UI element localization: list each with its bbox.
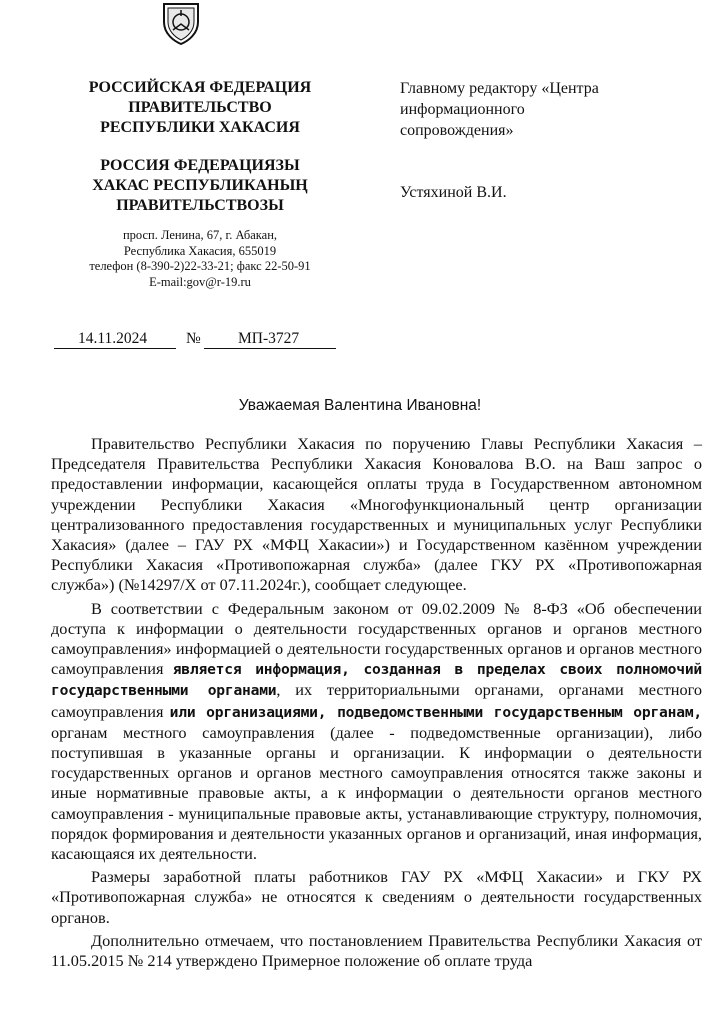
org-name-ru <box>40 78 360 138</box>
org-name-ru-line: РОССИЙСКАЯ ФЕДЕРАЦИЯ <box>88 79 312 96</box>
addressee-line: информационного <box>400 101 525 118</box>
org-name-ru-line: РЕСПУБЛИКИ ХАКАСИЯ <box>100 119 300 136</box>
letter-body <box>51 434 702 974</box>
contact-phone: телефон (8-390-2)22-33-21; факс 22-50-91 <box>89 259 311 273</box>
paragraph-text: органам местного самоуправления (далее - подведомственные организации), либо поступившая в указанные органы и организации. К информации о деятельности государственных органов и органов местного самоуправления относятся также законы и иные нормативные правовые акты, а к информации о деятельности органов местного самоуправления - муниципальные правовые акты, устанавливающие структуру, полномочия, порядок формирования и деятельности указанных органов и организаций, иная информация, касающаяся их деятельности. <box>51 722 702 864</box>
coat-of-arms-icon <box>158 0 204 46</box>
contact-address: просп. Ленина, 67, г. Абакан, <box>122 228 278 242</box>
emphasis-text: является информация, созданная в пределах своих полномочий государственными органами <box>51 661 702 700</box>
paragraph-text: В соответствии с Федеральным законом от 09.02.2009 № 8-ФЗ «Об обеспечении доступа к информации о деятельности государственных органов и органов местного самоуправления» информацией о деятельности государственных органов и органов местного самоуправления <box>51 598 702 679</box>
org-name-kh <box>40 156 360 216</box>
addressee-name: Устяхиной В.И. <box>400 184 507 201</box>
contact-email: E-mail:gov@r-19.ru <box>149 274 251 289</box>
paragraph <box>51 599 702 865</box>
greeting: Уважаемая Валентина Ивановна! <box>238 397 482 414</box>
org-name-kh-line: ХАКАС РЕСПУБЛИКАНЫҢ <box>92 177 308 194</box>
paragraph: Размеры заработной платы работников ГАУ РХ «МФЦ Хакасии» и ГКУ РХ «Противопожарная служба» не относятся к сведениям о деятельности государственных органов. <box>51 867 702 927</box>
paragraph: Правительство Республики Хакасия по поручению Главы Республики Хакасия – Председателя Правительства Республики Хакасия Коновалова В.О. на Ваш запрос о предоставлении информации, касающейся оплаты труда в Государственном автономном учреждении Республики Хакасия «Многофункциональный центр организации централизованного предоставления государственных и муниципальных услуг Республики Хакасия» (далее – ГАУ РХ «МФЦ Хакасии») и Государственном казённом учреждении Республики Хакасия «Противопожарная служба» (далее ГКУ РХ «Противопожарная служба») (№14297/Х от 07.11.2024г.), сообщает следующее. <box>51 434 702 595</box>
registration-number: МП-3727 <box>238 330 300 347</box>
addressee-line: Главному редактору «Центра <box>400 80 599 97</box>
org-name-ru-line: ПРАВИТЕЛЬСТВО <box>128 99 272 116</box>
org-contacts <box>40 228 360 290</box>
registration-date: 14.11.2024 <box>78 330 148 347</box>
number-sign: № <box>186 330 201 347</box>
paragraph-text: , их территориальными органами, органами местного самоуправления <box>51 680 702 721</box>
addressee-line: сопровождения» <box>400 122 514 139</box>
addressee-block <box>400 78 700 141</box>
org-name-kh-line: ПРАВИТЕЛЬСТВОЗЫ <box>116 197 284 214</box>
org-name-kh-line: РОССИЯ ФЕДЕРАЦИЯЗЫ <box>100 157 300 174</box>
registration-line <box>54 329 336 351</box>
contact-region: Республика Хакасия, 655019 <box>123 243 277 258</box>
paragraph: Дополнительно отмечаем, что постановлением Правительства Республики Хакасия от 11.05.2015 № 214 утверждено Примерное положение об оплате труда <box>51 930 702 971</box>
emphasis-text: или организациями, подведомственными государственным органам, <box>169 703 702 721</box>
